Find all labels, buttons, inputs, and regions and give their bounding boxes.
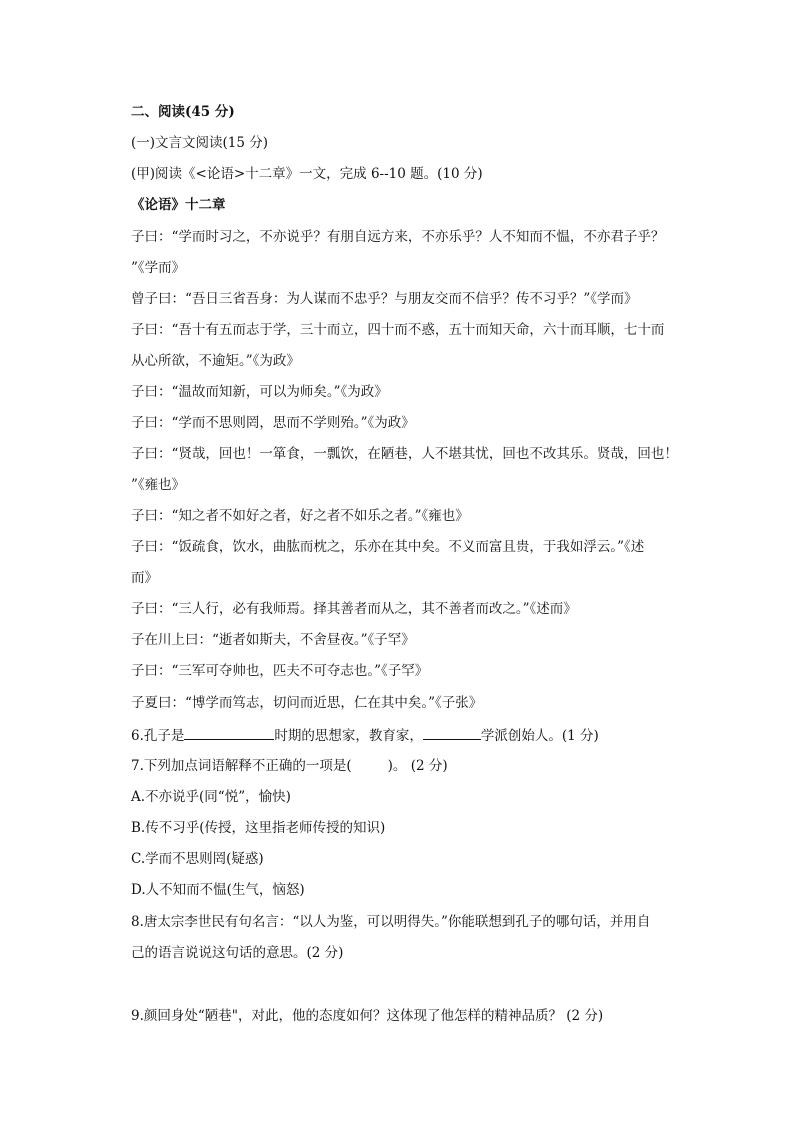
- passage-line: 子曰：“吾十有五而志于学，三十而立，四十而不惑，五十而知天命，六十而耳顺，七十而: [131, 322, 665, 338]
- reading-instruction: (甲)阅读《<论语>十二章》一文，完成 6--10 题。(10 分): [131, 166, 483, 182]
- answer-blank-school[interactable]: [423, 726, 481, 740]
- passage-title: 《论语》十二章: [131, 197, 226, 213]
- option-d: D.人不知而不愠(生气，恼怒): [131, 882, 305, 898]
- question-8-line: 8.唐太宗李世民有句名言：“以人为鉴，可以明得失。”你能联想到孔子的哪句话，并用自: [131, 914, 651, 930]
- passage-line: 子曰：“温故而知新，可以为师矣。”《为政》: [131, 384, 388, 400]
- passage-line: 子曰：“学而不思则罔，思而不学则殆。”《为政》: [131, 415, 415, 431]
- answer-blank-period[interactable]: [184, 726, 274, 740]
- option-c: C.学而不思则罔(疑惑): [131, 851, 264, 867]
- passage-line: 子曰：“三人行，必有我师焉。择其善者而从之，其不善者而改之。”《述而》: [131, 601, 577, 617]
- question-6-text: 6.孔子是: [131, 728, 185, 744]
- passage-line: 子曰：“知之者不如好之者，好之者不如乐之者。”《雍也》: [131, 508, 469, 524]
- passage-line: ”《学而》: [131, 260, 186, 276]
- question-7-text: 7.下列加点词语解释不正确的一项是(: [131, 758, 352, 774]
- passage-line: 子曰：“贤哉，回也！一箪食，一瓢饮，在陋巷，人不堪其忧，回也不改其乐。贤哉，回也！: [131, 446, 678, 462]
- subsection-title: (一)文言文阅读(15 分): [131, 135, 269, 151]
- passage-line: 子在川上曰：“逝者如斯夫，不舍昼夜。”《子罕》: [131, 632, 415, 648]
- section-title: 二、阅读(45 分): [131, 104, 235, 120]
- question-8-line: 己的语言说说这句话的意思。(2 分): [131, 945, 344, 961]
- passage-line: 曾子曰：“吾日三省吾身：为人谋而不忠乎？与朋友交而不信乎？传不习乎？”《学而》: [131, 291, 638, 307]
- question-7-text: )。 (2 分): [387, 758, 448, 774]
- passage-line: ”《雍也》: [131, 477, 186, 493]
- question-6-text: 时期的思想家，教育家，: [274, 728, 423, 744]
- option-b: B.传不习乎(传授，这里指老师传授的知识): [131, 820, 386, 836]
- passage-line: 子夏曰：“博学而笃志，切问而近思，仁在其中矣。”《子张》: [131, 695, 483, 711]
- passage-line: 从心所欲，不逾矩。”《为政》: [131, 353, 300, 369]
- question-7: [131, 757, 448, 775]
- option-a: A.不亦说乎(同“悦”，愉快): [131, 789, 291, 805]
- passage-line: 子曰：“学而时习之，不亦说乎？有朋自远方来，不亦乐乎？人不知而不愠，不亦君子乎？: [131, 229, 665, 245]
- passage-line: 而》: [131, 570, 158, 586]
- question-9: 9.颜回身处“陋巷"，对此，他的态度如何？这体现了他怎样的精神品质？ (2 分): [131, 1008, 604, 1024]
- passage-line: 子曰：“三军可夺帅也，匹夫不可夺志也。”《子罕》: [131, 663, 429, 679]
- passage-line: 子曰：“饭疏食，饮水，曲肱而枕之，乐亦在其中矣。不义而富且贵，于我如浮云。”《述: [131, 539, 645, 555]
- question-6-text: 学派创始人。(1 分): [480, 728, 599, 744]
- question-6: [131, 726, 599, 745]
